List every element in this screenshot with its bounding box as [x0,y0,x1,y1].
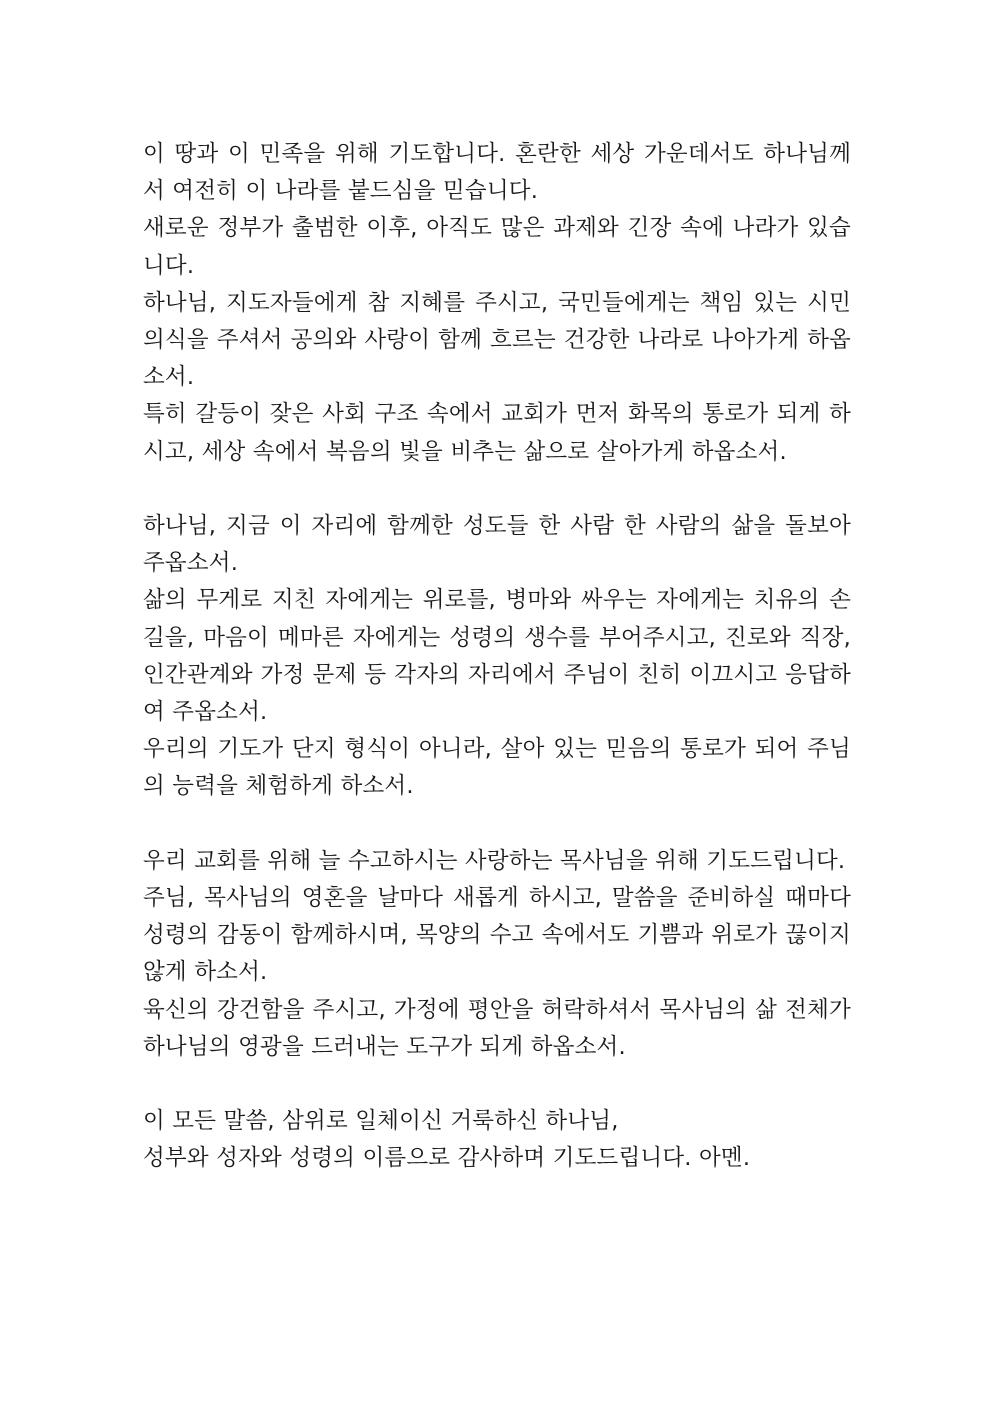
paragraph-pastor-renewal: 주님, 목사님의 영혼을 날마다 새롭게 하시고, 말씀을 준비하실 때마다 성령의 감동이 함께하시며, 목양의 수고 속에서도 기쁨과 위로가 끊이지 않게 하소서. [143,885,851,986]
paragraph-pastor-intro: 우리 교회를 위해 늘 수고하시는 사랑하는 목사님을 위해 기도드립니다. [143,847,846,874]
paragraph-spacer [143,806,851,843]
paragraph-living-faith: 우리의 기도가 단지 형식이 아니라, 살아 있는 믿음의 통로가 되어 주님의 능력을 체험하게 하소서. [143,736,851,800]
paragraph-leaders-wisdom: 하나님, 지도자들에게 참 지혜를 주시고, 국민들에게는 책임 있는 시민의식을 주셔서 공의와 사랑이 함께 흐르는 건강한 나라로 나아가게 하옵소서. [143,289,851,391]
paragraph-nation-intro: 이 땅과 이 민족을 위해 기도합니다. 혼란한 세상 가운데서도 하나님께서 여전히 이 나라를 붙드심을 믿습니다. [143,141,851,205]
paragraph-spacer [143,1066,851,1103]
paragraph-pastor-health: 육신의 강건함을 주시고, 가정에 평안을 허락하셔서 목사님의 삶 전체가 하나님의 영광을 드러내는 도구가 되게 하옵소서. [143,996,851,1060]
paragraph-closing-trinity: 이 모든 말씀, 삼위로 일체이신 거룩하신 하나님, [143,1108,619,1135]
paragraph-closing-amen: 성부와 성자와 성령의 이름으로 감사하며 기도드립니다. 아멘. [143,1145,751,1172]
paragraph-saints-care: 하나님, 지금 이 자리에 함께한 성도들 한 사람 한 사람의 삶을 돌보아 주옵소서. [143,513,851,577]
paragraph-new-government: 새로운 정부가 출범한 이후, 아직도 많은 과제와 긴장 속에 나라가 있습니다. [143,215,851,279]
paragraph-church-reconciliation: 특히 갈등이 잦은 사회 구조 속에서 교회가 먼저 화목의 통로가 되게 하시고, 세상 속에서 복음의 빛을 비추는 삶으로 살아가게 하옵소서. [143,401,851,465]
paragraph-spacer [143,471,851,508]
prayer-document [143,136,851,1178]
paragraph-comfort-healing: 삶의 무게로 지친 자에게는 위로를, 병마와 싸우는 자에게는 치유의 손길을, 마음이 메마른 자에게는 성령의 생수를 부어주시고, 진로와 직장, 인간관계와 가정 문제 등 각자의 자리에서 주님이 친히 이끄시고 응답하여 주옵소서. [143,587,851,726]
